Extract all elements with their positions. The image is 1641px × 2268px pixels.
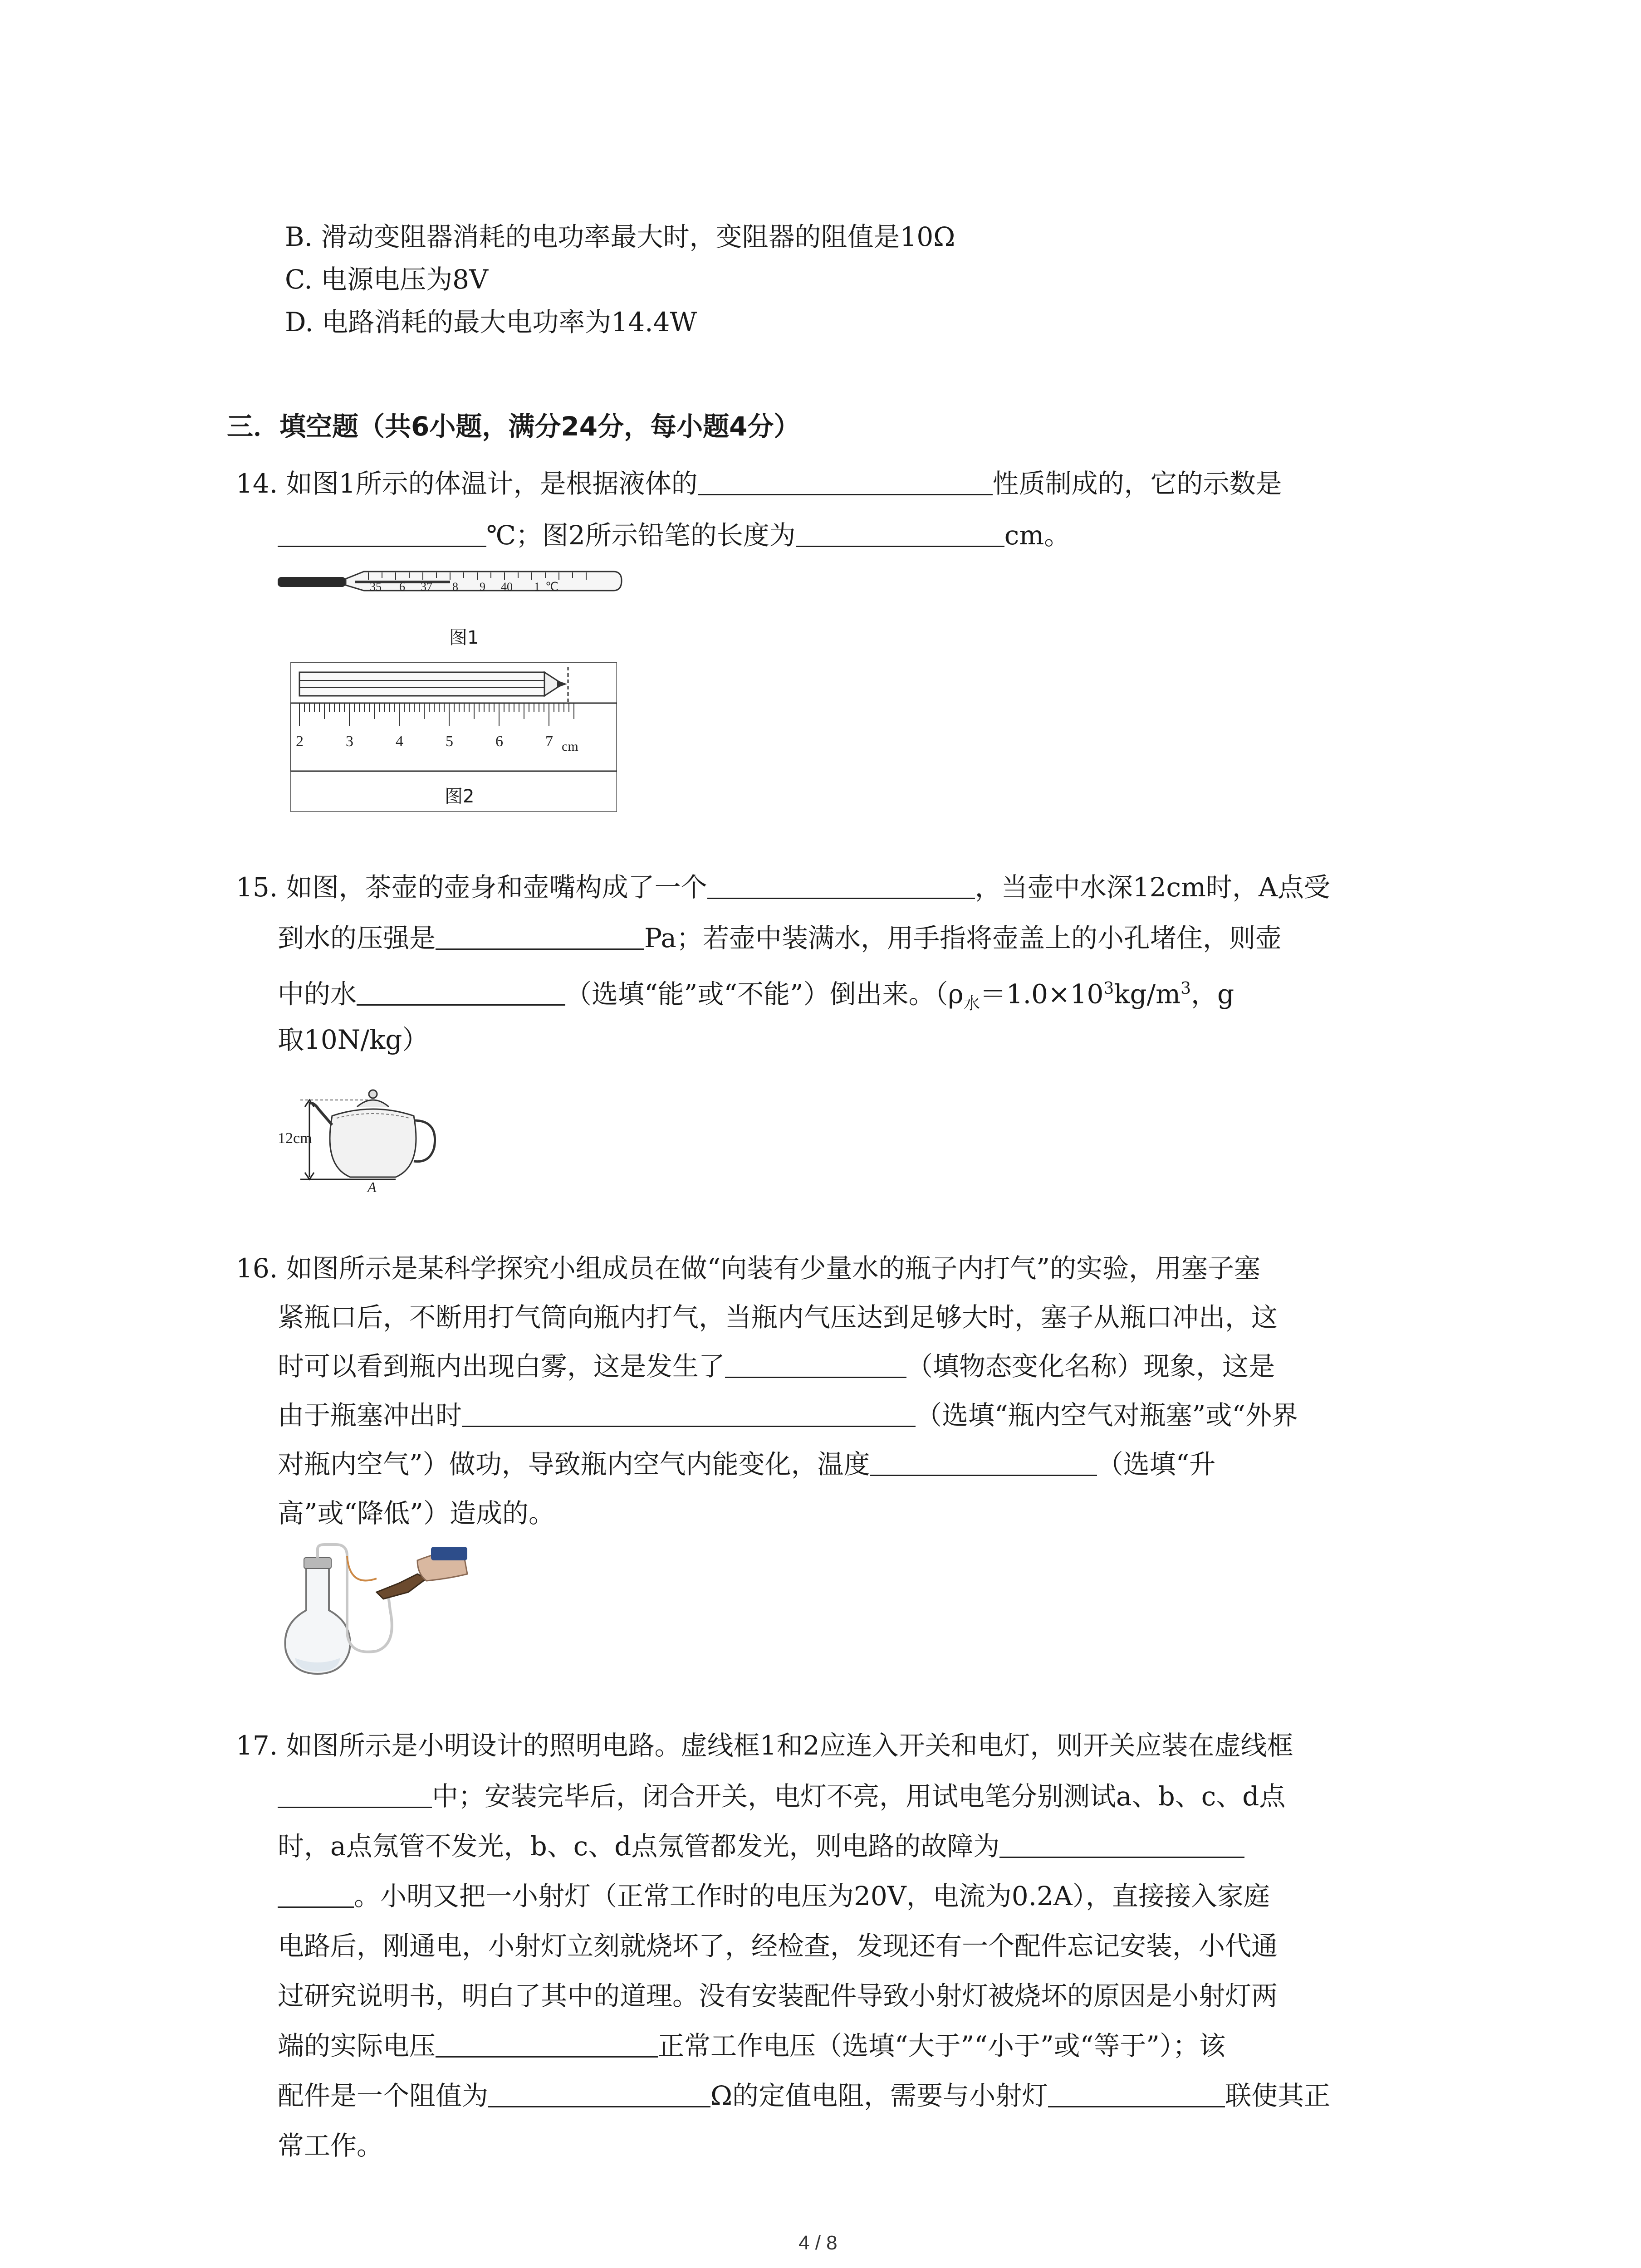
q17-text: 。小明又把一小射灯（正常工作时的电压为20V，电流为0.2A），直接接入家庭: [354, 1881, 1270, 1911]
q15-line4: 取10N/kg）: [278, 1024, 429, 1055]
q17-text: 时，a点氖管不发光，b、c、d点氖管都发光，则电路的故障为: [278, 1831, 1000, 1862]
ruler-unit: cm: [562, 739, 578, 754]
q15-text: ＝1.0×10: [980, 978, 1104, 1010]
figure2-caption: 图2: [445, 786, 475, 807]
q17-text: 联使其正: [1225, 2080, 1331, 2111]
q15-sup: 3: [1103, 979, 1114, 998]
q17-line2: [278, 1780, 1285, 1813]
q17-line8: [278, 2079, 1330, 2112]
q17-blank2[interactable]: [999, 1830, 1244, 1858]
thermometer-tick-label: 37: [421, 580, 432, 593]
q14-blank2[interactable]: [278, 519, 486, 547]
q14-blank1[interactable]: [698, 468, 993, 495]
q15-line2: [278, 922, 1282, 954]
q15-text: 15. 如图，茶壶的壶身和壶嘴构成了一个: [236, 872, 707, 903]
ruler-tick-label: 7: [545, 733, 553, 750]
q15-text: ，g: [1191, 978, 1234, 1010]
flask: [285, 1558, 350, 1674]
q16-text: （选填“瓶内空气对瓶塞”或“外界: [916, 1400, 1298, 1431]
q17-blank4[interactable]: [488, 2080, 710, 2107]
thermometer-tick-label: 8: [452, 580, 458, 593]
q15-line3: [278, 973, 1234, 1020]
q16-line1: 16. 如图所示是某科学探究小组成员在做“向装有少量水的瓶子内打气”的实验，用塞子塞: [236, 1253, 1260, 1284]
thermometer-tick-label: 1: [534, 580, 540, 593]
q16-text: 时可以看到瓶内出现白雾，这是发生了: [278, 1351, 725, 1382]
q15-sup: 3: [1181, 979, 1191, 998]
q16-text: 由于瓶塞冲出时: [278, 1400, 462, 1431]
teapot: [309, 1090, 435, 1177]
q16-line2: 紧瓶口后，不断用打气筒向瓶内打气，当瓶内气压达到足够大时，塞子从瓶口冲出，这: [278, 1302, 1278, 1333]
ruler-tick-label: 5: [446, 733, 453, 750]
q17-text: Ω的定值电阻，需要与小射灯: [710, 2080, 1048, 2111]
q16-blank1[interactable]: [725, 1350, 906, 1378]
thermometer-tick-label: ℃: [545, 580, 559, 593]
q17-line5: 电路后，刚通电，小射灯立刻就烧坏了，经检查，发现还有一个配件忘记安装，小代通: [278, 1931, 1278, 1961]
q17-line7: [278, 2029, 1225, 2062]
thermometer-tick-label: 6: [399, 580, 405, 593]
q14-line1: [236, 467, 1282, 500]
stopper: [304, 1558, 331, 1569]
q16-text: 对瓶内空气”）做功，导致瓶内空气内能变化，温度: [278, 1449, 870, 1480]
q16-blank2[interactable]: [462, 1399, 916, 1427]
thermometer-bulb: [278, 577, 346, 587]
section-title: 三．填空题（共6小题，满分24分，每小题4分）: [227, 411, 800, 442]
q17-blank5[interactable]: [1048, 2080, 1225, 2107]
q15-sub: 水: [963, 994, 980, 1013]
ruler-tick-label: 6: [495, 733, 503, 750]
q14-text: cm。: [1004, 520, 1071, 551]
q15-text: Pa；若壶中装满水，用手指将壶盖上的小孔堵住，则壶: [644, 923, 1282, 953]
q15-blank3[interactable]: [357, 978, 565, 1006]
q17-blank3[interactable]: [436, 2030, 658, 2058]
q17-blank2-cont[interactable]: [278, 1880, 354, 1908]
q17-text: 端的实际电压: [278, 2030, 436, 2061]
height-label: 12cm: [278, 1130, 312, 1147]
pump-hand: [377, 1547, 467, 1599]
q16-line5: [278, 1448, 1215, 1481]
q14-text: 14. 如图1所示的体温计，是根据液体的: [236, 468, 698, 499]
q17-line3: [278, 1830, 1244, 1862]
q15-text: ，当壶中水深12cm时，A点受: [975, 872, 1330, 903]
q14-line2: [278, 519, 1070, 552]
teapot-figure: [278, 1075, 441, 1193]
q17-line1: 17. 如图所示是小明设计的照明电路。虚线框1和2应连入开关和电灯，则开关应装在虚线框: [236, 1730, 1293, 1761]
q17-line6: 过研究说明书，明白了其中的道理。没有安装配件导致小射灯被烧坏的原因是小射灯两: [278, 1980, 1278, 2011]
thermometer-tick-label: 40: [501, 580, 513, 593]
q16-line6: 高”或“降低”）造成的。: [278, 1498, 555, 1529]
ruler-tick-label: 2: [296, 733, 304, 750]
q17-text: 配件是一个阻值为: [278, 2080, 489, 2111]
option-b: B. 滑动变阻器消耗的电功率最大时，变阻器的阻值是10Ω: [285, 221, 955, 252]
thermometer-figure: [278, 562, 622, 612]
q17-line9: 常工作。: [278, 2130, 383, 2161]
flask-pump-figure: [281, 1542, 472, 1678]
q14-blank3[interactable]: [796, 519, 1004, 547]
ruler-body: [290, 703, 617, 771]
q16-line4: [278, 1399, 1298, 1432]
q16-blank3[interactable]: [870, 1448, 1097, 1476]
q15-text: kg/m: [1114, 978, 1181, 1010]
q15-text: 中的水: [278, 978, 357, 1010]
option-c: C. 电源电压为8V: [285, 264, 488, 295]
thermometer-tick-label: 35: [370, 580, 382, 593]
q17-line4: [278, 1880, 1270, 1912]
ruler-tick-label: 4: [396, 733, 403, 750]
point-a-label: A: [367, 1179, 377, 1193]
q16-text: （选填“升: [1097, 1449, 1216, 1480]
q15-blank1[interactable]: [707, 871, 975, 899]
page-number: 4 / 8: [798, 2232, 838, 2254]
ruler-tick-label: 3: [346, 733, 353, 750]
q17-text: 正常工作电压（选填“大于”“小于”或“等于”）；该: [658, 2030, 1225, 2061]
q15-text: （选填“能”或“不能”）倒出来。（ρ: [565, 978, 964, 1010]
q16-line3: [278, 1350, 1275, 1383]
figure1-caption: 图1: [449, 627, 479, 648]
option-d: D. 电路消耗的最大电功率为14.4W: [285, 307, 697, 337]
q15-text: 到水的压强是: [278, 923, 436, 953]
q16-text: （填物态变化名称）现象，这是: [906, 1351, 1275, 1382]
q14-text: ℃；图2所示铅笔的长度为: [486, 520, 796, 551]
q15-blank2[interactable]: [436, 922, 644, 950]
q14-text: 性质制成的，它的示数是: [992, 468, 1282, 499]
q17-text: 中；安装完毕后，闭合开关，电灯不亮，用试电笔分别测试a、b、c、d点: [432, 1781, 1286, 1812]
q17-blank1[interactable]: [278, 1780, 432, 1808]
thermometer-tick-label: 9: [480, 580, 485, 593]
q15-line1: [236, 871, 1330, 904]
